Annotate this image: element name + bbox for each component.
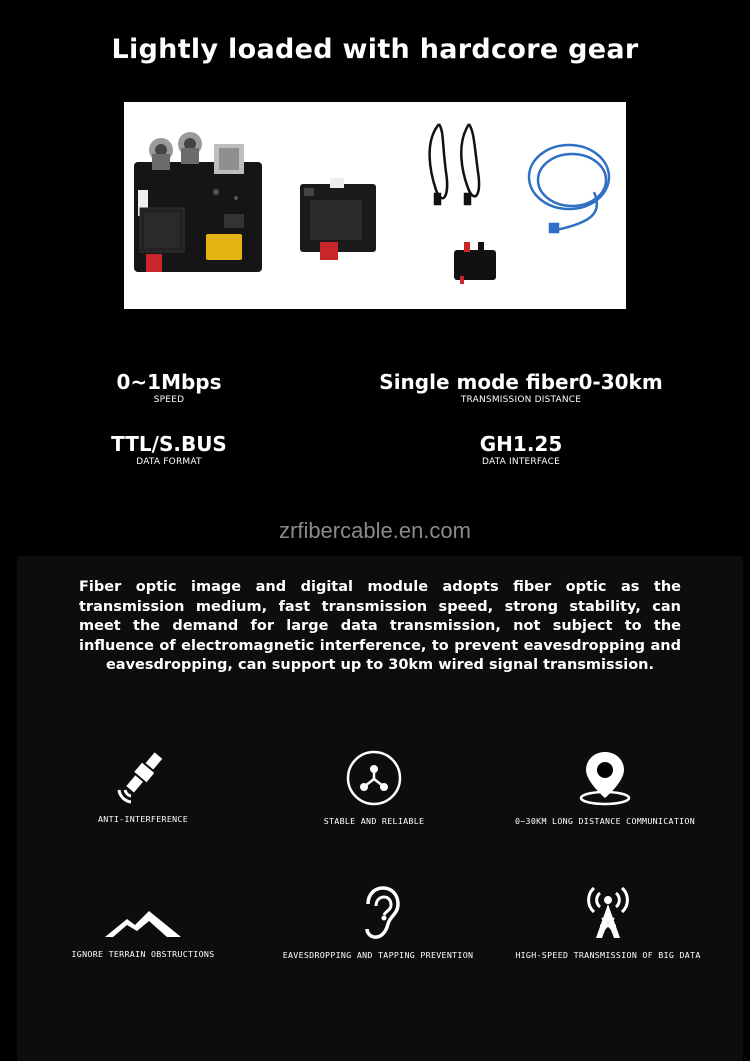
feature-stable-reliable: [254, 744, 494, 826]
location-pin-icon: [575, 748, 635, 808]
cable-image: [430, 124, 479, 204]
feature-anti-interference: [23, 742, 263, 824]
feature-label: STABLE AND RELIABLE: [323, 816, 425, 826]
spec-label: TRANSMISSION DISTANCE: [460, 395, 582, 405]
feature-label: HIGH-SPEED TRANSMISSION OF BIG DATA: [515, 950, 701, 960]
watermark: zrfibercable.en.com: [279, 518, 471, 543]
fiber-module-image: [300, 178, 376, 260]
spec-data-format: [94, 432, 244, 468]
feature-high-speed: [488, 878, 728, 960]
spec-transmission-distance: [371, 370, 671, 406]
spec-label: DATA INTERFACE: [482, 457, 560, 467]
network-cable-image: [529, 145, 609, 232]
spec-value: Single mode fiber0-30km: [379, 370, 663, 394]
description-text: Fiber optic image and digital module adopts fiber optic as the transmission medium, fast transmission speed, strong stability, can meet the demand for large data transmission, not subject to the influence of electromagnetic interference, to prevent eavesdropping and eavesdropping, can support up to 30km wired signal transmission.: [79, 579, 681, 673]
spec-value: GH1.25: [479, 432, 563, 456]
feature-eavesdropping: [258, 878, 498, 960]
spec-data-interface: [446, 432, 596, 468]
mountain-icon: [103, 901, 183, 941]
feature-long-distance: [485, 744, 725, 826]
page-title: Lightly loaded with hardcore gear: [111, 34, 639, 65]
adapter-box-image: [454, 242, 496, 284]
feature-label: 0~30KM LONG DISTANCE COMMUNICATION: [514, 816, 696, 826]
main-board-image: [134, 132, 262, 272]
feature-label: EAVESDROPPING AND TAPPING PREVENTION: [282, 950, 474, 960]
product-image: [124, 102, 626, 309]
spec-label: SPEED: [153, 395, 185, 405]
antenna-tower-icon: [578, 882, 638, 942]
ear-icon: [348, 882, 408, 942]
feature-terrain: [23, 877, 263, 959]
feature-label: IGNORE TERRAIN OBSTRUCTIONS: [71, 949, 215, 959]
satellite-icon: [113, 746, 173, 806]
spec-value: 0~1Mbps: [116, 370, 222, 394]
feature-label: ANTI-INTERFERENCE: [97, 814, 189, 824]
spec-label: DATA FORMAT: [136, 457, 202, 467]
spec-speed: [94, 370, 244, 406]
network-node-icon: [344, 748, 404, 808]
spec-value: TTL/S.BUS: [111, 432, 227, 456]
